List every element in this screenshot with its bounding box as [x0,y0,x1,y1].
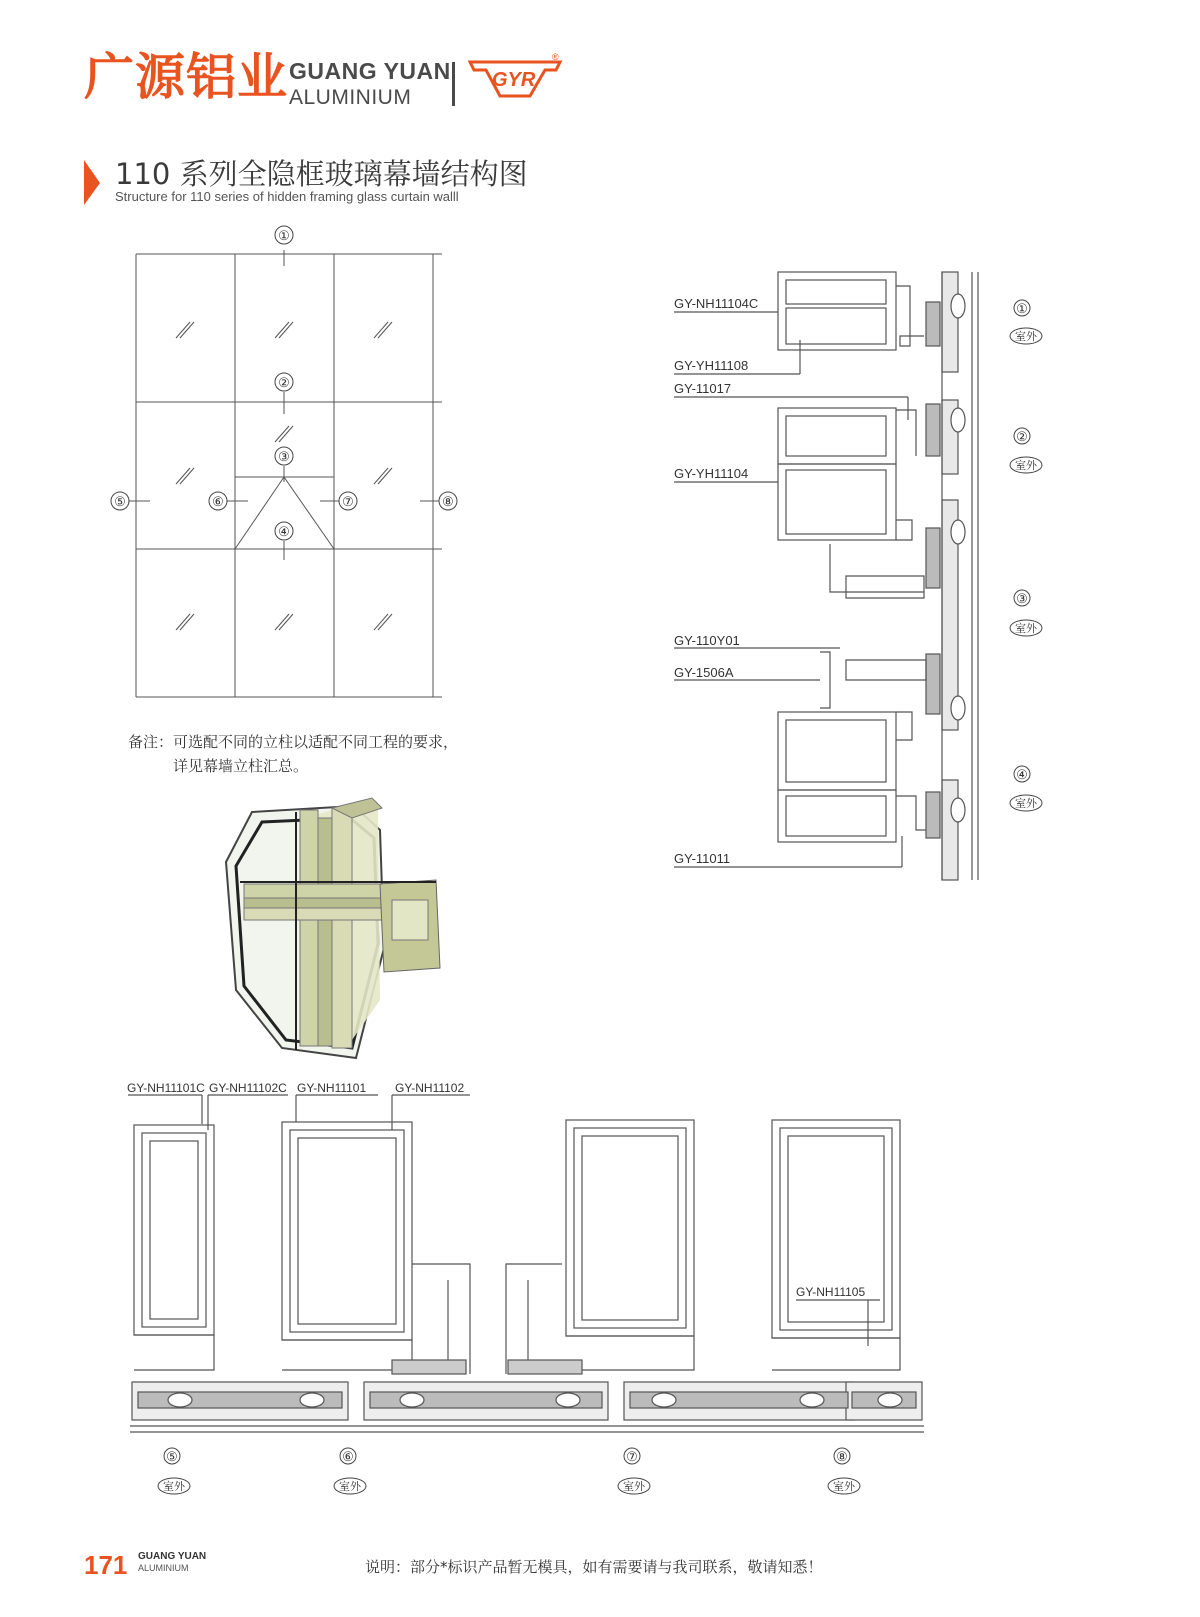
marker-7: ⑦ [342,494,354,509]
v-marker-3: ③ [1016,591,1028,606]
page-number: 171 [84,1550,128,1580]
remark-line-1: 备注：可选配不同的立柱以适配不同工程的要求， [128,733,459,751]
remark-line-2: 详见幕墙立柱汇总。 [173,757,309,775]
v-marker-4: ④ [1016,767,1028,782]
h-marker-7: ⑦ [626,1449,638,1464]
footer-brand: GUANG YUAN [138,1551,207,1562]
elevation-markers [111,226,457,540]
h-outdoor-7: 室外 [623,1480,645,1493]
v-outdoor-2: 室外 [1015,459,1037,472]
label-gy-nh11101c: GY-NH11101C [127,1081,205,1095]
page-subtitle: Structure for 110 series of hidden framing glass curtain walll [115,189,459,204]
label-gy-nh11102c: GY-NH11102C [209,1081,287,1095]
brand-name-en-sub: ALUMINIUM [289,86,412,109]
marker-6: ⑥ [212,494,224,509]
horizontal-section-labels [127,1081,865,1299]
footer-note: 说明：部分*标识产品暂无模具，如有需要请与我司联系，敬请知悉！ [365,1558,823,1576]
label-gy-nh11102: GY-NH11102 [395,1081,465,1095]
label-gy-nh11104c: GY-NH11104C [674,296,759,311]
label-gy-yh11108: GY-YH11108 [674,358,749,373]
label-gy-11017: GY-11017 [674,381,732,396]
horizontal-section-drawing [128,1095,924,1432]
h-outdoor-6: 室外 [339,1480,361,1493]
label-gy-1506a: GY-1506A [674,665,734,680]
marker-4: ④ [278,524,290,539]
h-outdoor-5: 室外 [163,1480,185,1493]
brand-logo-icon [470,52,560,96]
brand-name-en: GUANG YUAN [289,58,451,84]
vertical-section-labels [674,296,758,866]
v-marker-1: ① [1016,301,1028,316]
logo-mark-text: GYR [492,69,536,91]
h-marker-5: ⑤ [166,1449,178,1464]
v-outdoor-4: 室外 [1015,797,1037,810]
label-gy-yh11104: GY-YH11104 [674,466,749,481]
elevation-grid [128,250,442,697]
h-outdoor-8: 室外 [833,1480,855,1493]
brand-name-cn: 广源铝业 [84,48,288,106]
h-marker-6: ⑥ [342,1449,354,1464]
marker-2: ② [278,375,290,390]
marker-8: ⑧ [442,494,454,509]
v-marker-2: ② [1016,429,1028,444]
h-marker-8: ⑧ [836,1449,848,1464]
label-gy-110y01: GY-110Y01 [674,633,740,648]
footer-brand-sub: ALUMINIUM [138,1563,189,1573]
v-outdoor-1: 室外 [1015,330,1037,343]
horizontal-section-markers [158,1448,860,1494]
label-gy-nh11105: GY-NH11105 [796,1285,866,1299]
v-outdoor-3: 室外 [1015,622,1037,635]
marker-3: ③ [278,449,290,464]
vertical-section-markers [1010,300,1042,811]
label-gy-11011: GY-11011 [674,851,731,866]
page-title: 110 系列全隐框玻璃幕墙结构图 [115,157,528,191]
remark-note [128,730,458,778]
registered-mark: ® [552,52,559,62]
marker-1: ① [278,228,290,243]
label-gy-nh11101: GY-NH11101 [297,1081,367,1095]
curtain-wall-3d-illustration [226,798,440,1058]
marker-5: ⑤ [114,494,126,509]
title-triangle-icon [84,160,100,205]
